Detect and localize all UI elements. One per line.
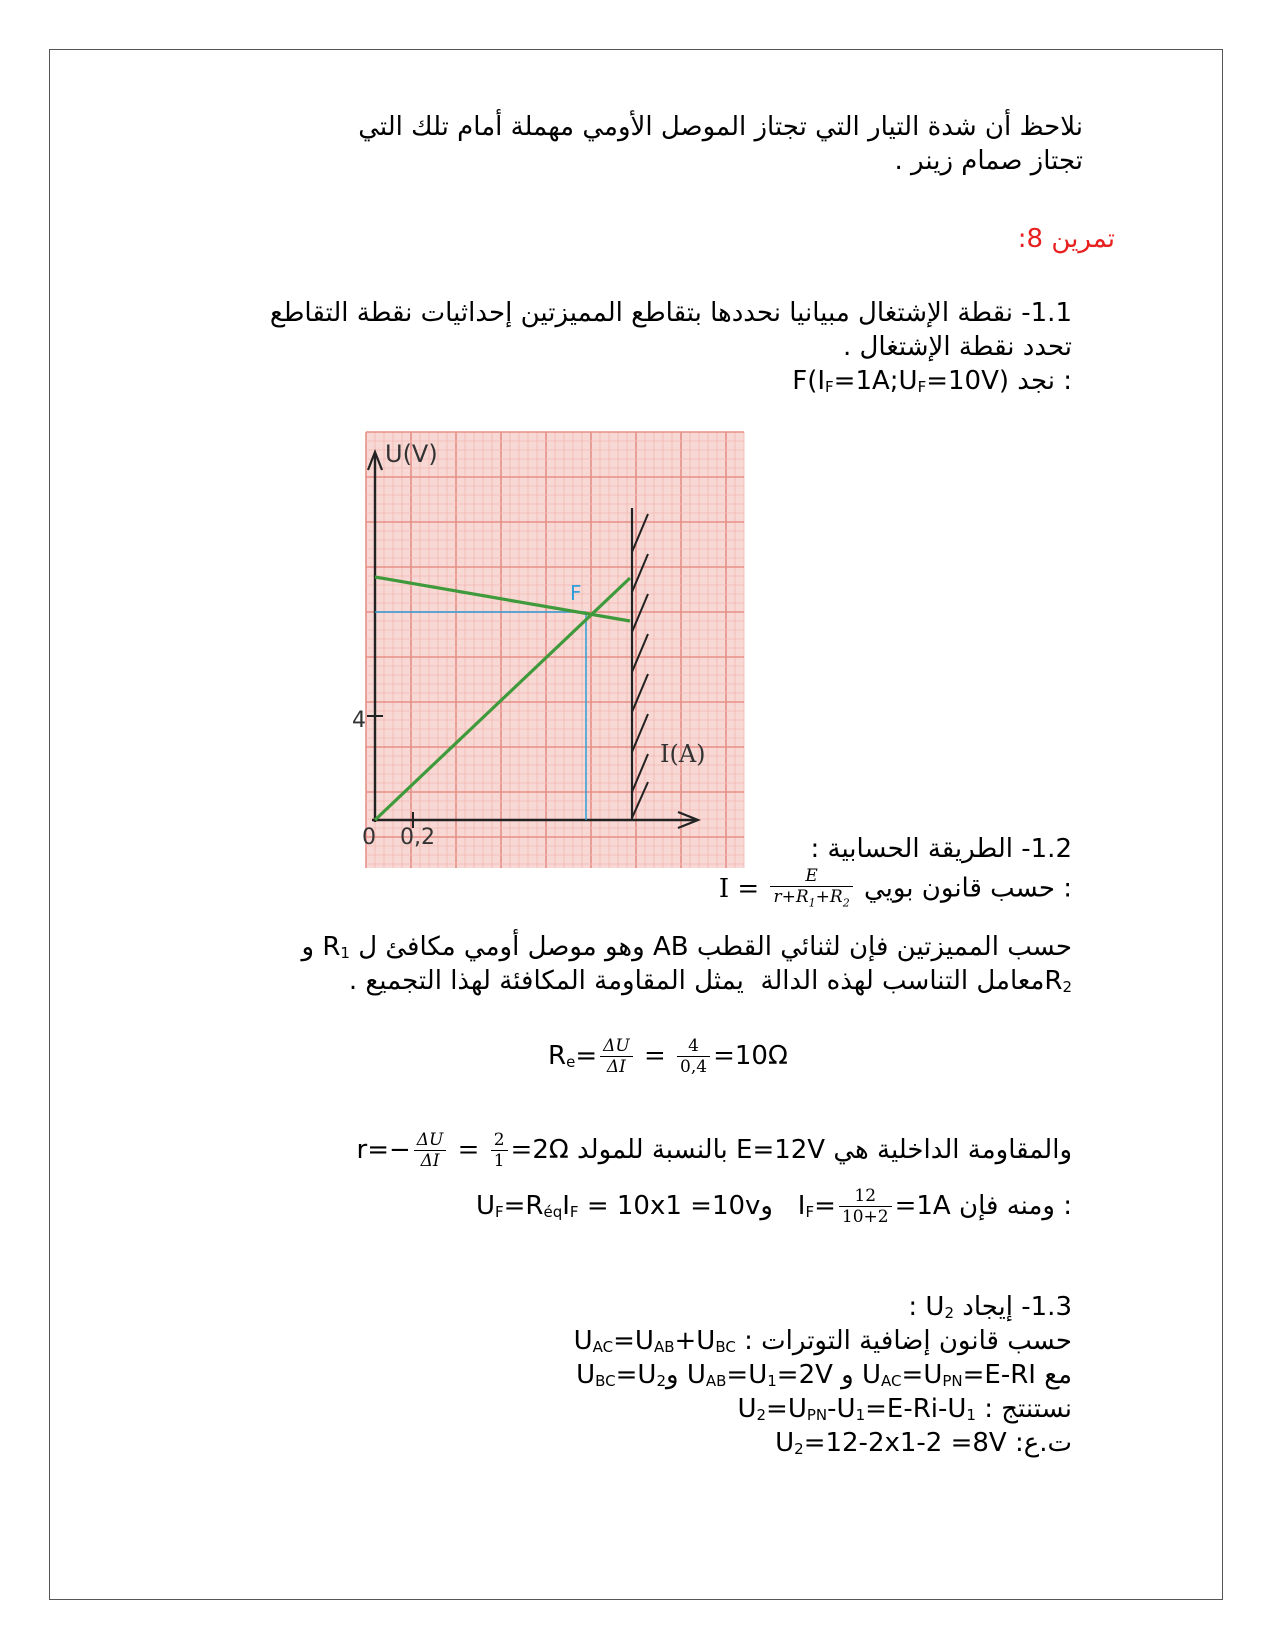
- uf-formula: $U_F=R_{éq}I_F = 10x1 =10v$: [475, 1191, 761, 1221]
- point-f-label: F: [570, 581, 582, 605]
- q13-line-2: مع $U_{AC}=U_{PN}=E-RI$ و $U_{AB}=U_1=2V$ $وU_{BC}=U_2$: [576, 1360, 1072, 1390]
- paragraph-line-2: تجتاز صمام زينر .: [894, 146, 1083, 176]
- q11-line-2: تحدد نقطة الإشتغال .: [843, 332, 1072, 362]
- q12-title: 1.2- الطريقة الحسابية :: [810, 834, 1072, 864]
- q13-title: 1.3- إيجاد $U_2$ :: [908, 1292, 1072, 1322]
- y-tick-label: 4: [352, 708, 366, 733]
- q12-pouillet-line: [719, 866, 1072, 913]
- r-formula: r=− $\frac{\Delta U}{\Delta I}$ = $\frac{2}{1}$ =2Ω: [356, 1130, 569, 1171]
- y-axis-label: U(V): [385, 440, 438, 468]
- q11-line-3: [792, 364, 1072, 404]
- q12-line-3: $R_2معامل$ التناسب لهذه الدالة يمثل المقاومة المكافئة لهذا التجميع .: [348, 966, 1072, 996]
- q11-line-1: 1.1- نقطة الإشتغال مبيانيا نحددها بتقاطع المميزتين إحداثيات نقطة التقاطع: [269, 298, 1072, 328]
- r-text: بالنسبة للمولد E=12V والمقاومة الداخلية هي: [577, 1135, 1072, 1165]
- q13-line-3: نستنتج : $U_2=U_{PN}-U_1=E-Ri-U_1$: [737, 1394, 1072, 1424]
- pouillet-label: حسب قانون بويي :: [863, 873, 1072, 904]
- if-uf-line: $U_F=R_{éq}I_F = 10x1$ =10vو $I_F=$ $\frac{12}{10+2}$ =1A ومنه فإن :: [475, 1186, 1072, 1227]
- if-text: ومنه فإن :: [958, 1191, 1072, 1221]
- q13-line-1: حسب قانون إضافية التوترات : $U_{AC}=U_{AB}+U_{BC}$: [573, 1326, 1072, 1356]
- pouillet-formula: I = $\frac{E}{r+R_1+R_2}$: [719, 874, 864, 904]
- paragraph-line-1: نلاحظ أن شدة التيار التي تجتاز الموصل الأومي مهملة أمام تلك التي: [358, 112, 1083, 142]
- q13-line-4: ت.ع: $U_2=12-2x1-2 =8V$: [775, 1428, 1072, 1458]
- exercise-title: تمرين 8:: [1017, 224, 1115, 254]
- q11-prefix: نجد :: [1017, 366, 1072, 396]
- q11-result: $F(I_F=1A;U_F=10V)$: [792, 366, 1010, 396]
- x-axis-label: I(A): [660, 740, 706, 768]
- x-tick-label: 0,2: [400, 825, 435, 850]
- q12-line-2: حسب المميزتين فإن لثنائي القطب AB وهو موصل أومي مكافئ ل $R_1$ و: [301, 932, 1072, 962]
- re-equation: $R_e=$ $\frac{\Delta U}{\Delta I}$ = $\frac{4}{0,4}$ =10Ω: [548, 1036, 788, 1077]
- origin-label: 0: [362, 825, 376, 850]
- r-equation-line: [357, 1128, 1073, 1172]
- characteristic-graph: [352, 432, 744, 868]
- if-formula: $I_F=$ $\frac{12}{10+2}$ =1A: [797, 1186, 951, 1227]
